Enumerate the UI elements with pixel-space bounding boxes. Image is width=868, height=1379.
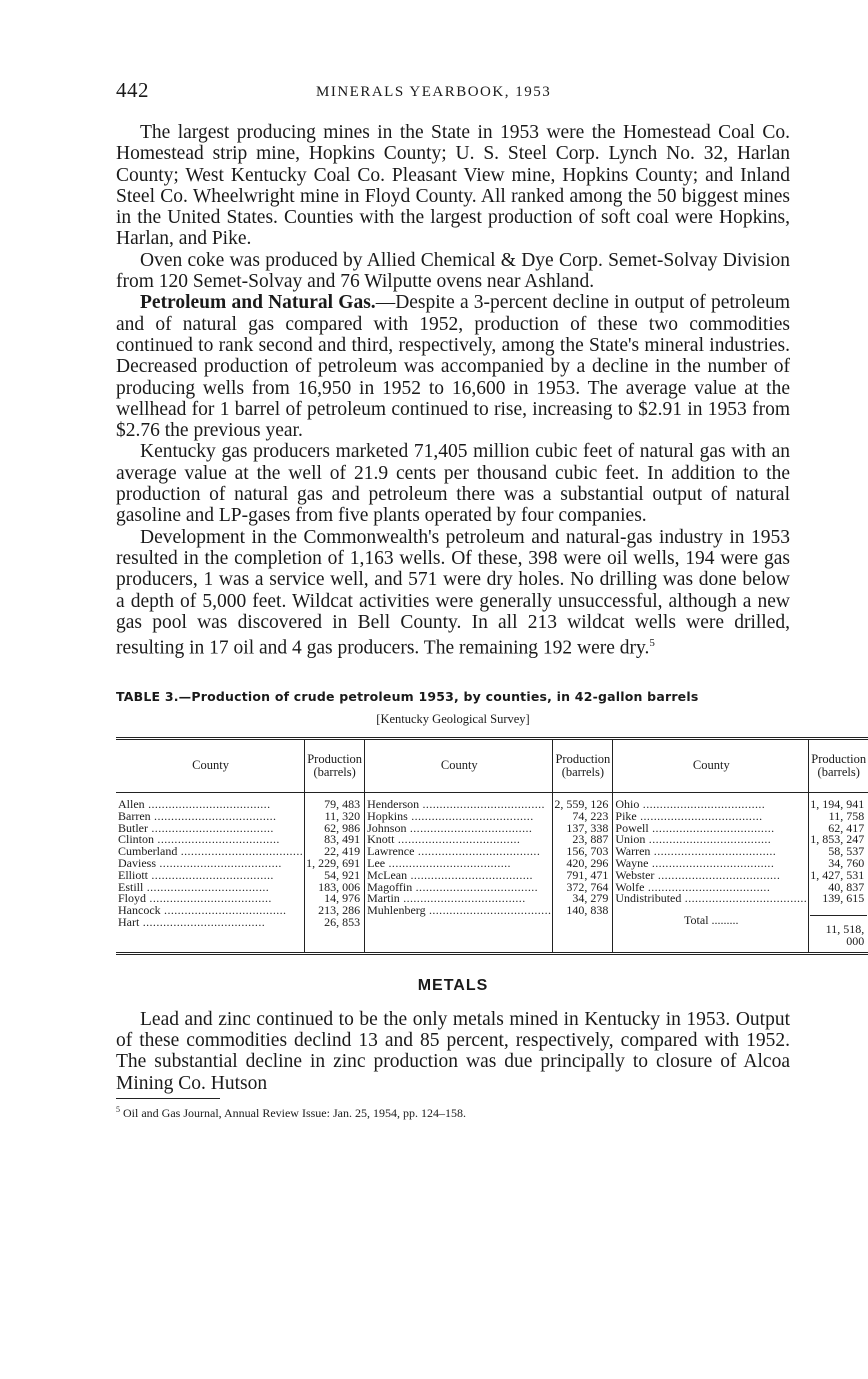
production-cell: 140, 838 [566, 903, 609, 918]
county-cell: Henderson ..... [367, 799, 551, 811]
production-cell: 74, 223 [572, 808, 609, 823]
table-caption: TABLE 3.—Production of crude petroleum 1953, by counties, in 42-gallon barrels [116, 688, 699, 704]
footnote-reference: 5 [649, 637, 655, 650]
running-title: MINERALS YEARBOOK, 1953 [316, 84, 552, 100]
county-cell: Hart ..... [118, 917, 303, 929]
production-cell: 83, 491 [324, 832, 361, 847]
county-cell: Daviess ..... [118, 858, 303, 870]
footnote-marker: 5 [116, 1104, 120, 1114]
production-cell: 213, 286 [318, 903, 361, 918]
county-cell: Lee ..... [367, 858, 551, 870]
total-value: 11, 518, 000 [810, 915, 867, 948]
footnote-text: Oil and Gas Journal, Annual Review Issue: Jan. 25, 1954, pp. 124–158. [123, 1105, 466, 1120]
production-cell: 34, 279 [572, 891, 609, 906]
table-source: [Kentucky Geological Survey] [376, 711, 530, 726]
metals-heading: METALS [417, 976, 489, 994]
county-cell: Webster ..... [615, 870, 807, 882]
production-cell: 1, 194, 941 [810, 796, 865, 811]
page [116, 78, 867, 1121]
page-header [116, 78, 790, 108]
county-cell: Lawrence ..... [367, 846, 551, 858]
county-cell: Elliott ..... [118, 870, 303, 882]
county-cell: Union ..... [615, 834, 807, 846]
production-cell: 11, 320 [324, 808, 361, 823]
county-cell: Martin ..... [367, 893, 551, 905]
production-list-2 [553, 792, 613, 953]
county-cell: Barren ..... [118, 811, 303, 823]
production-cell: 62, 417 [828, 820, 865, 835]
production-cell: 26, 853 [324, 914, 361, 929]
paragraph-coal-mines: The largest producing mines in the State in 1953 were the Homestead Coal Co. Homestead strip mine, Hopkins County; U. S. Steel Corp. Lynch No. 32, Harlan County; West Kentucky Coal Co. Pleasant View mine, Hopkins County; and Inland Steel Co. Wheelwright mine in Floyd County. All ranked among the 50 biggest mines in the United States. Counties with the largest production of soft coal were Hopkins, Harlan, and Pike. [116, 122, 790, 250]
header-county-1: County [116, 738, 305, 792]
production-cell: 14, 976 [324, 891, 361, 906]
production-cell: 34, 760 [828, 855, 865, 870]
county-cell: Undistributed ..... [615, 893, 807, 905]
production-cell: 62, 986 [324, 820, 361, 835]
county-cell: Powell ..... [615, 823, 807, 835]
paragraph-petroleum: Petroleum and Natural Gas.—Despite a 3-percent decline in output of petroleum and of natural gas compared with 1952, production of these two commodities continued to rank second and third, respectively, among the State's mineral industries. Decreased production of petroleum was accompanied by a decline in the number of producing wells from 16,950 in 1952 to 16,600 in 1953. The average value at the wellhead for 1 barrel of petroleum continued to rise, increasing to $2.91 in 1953 from $2.76 the previous year. [116, 292, 791, 442]
production-cell: 1, 427, 531 [810, 867, 865, 882]
header-production-1: Production (barrels) [305, 738, 365, 792]
section-lead-petroleum: Petroleum and Natural Gas. [140, 292, 376, 314]
county-cell: Muhlenberg ..... [367, 905, 551, 917]
production-cell: 791, 471 [566, 867, 609, 882]
county-cell: Hopkins ..... [367, 811, 551, 823]
header-county-3: County [613, 738, 809, 792]
table-header-row [116, 738, 868, 792]
footnote [116, 1105, 790, 1121]
production-cell: 420, 296 [566, 855, 609, 870]
total-label: Total ..... [615, 915, 807, 927]
production-cell: 183, 006 [318, 879, 361, 894]
county-cell: Warren ..... [615, 846, 807, 858]
paragraph-oven-coke: Oven coke was produced by Allied Chemical & Dye Corp. Semet-Solvay Division from 120 Semet-Solvay and 76 Wilputte ovens near Ashland. [116, 249, 790, 293]
paragraph-metals: Lead and zinc continued to be the only metals mined in Kentucky in 1953. Output of these commodities declind 13 and 85 percent, respectively, compared with 1952. The substantial decline in zinc production was due principally to closure of Alcoa Mining Co. Hutson [116, 1008, 790, 1094]
production-cell: 22, 419 [324, 844, 361, 859]
county-cell: Ohio ..... [615, 799, 807, 811]
county-cell: Wolfe ..... [615, 882, 807, 894]
production-cell: 137, 338 [566, 820, 609, 835]
production-list-1 [305, 792, 365, 953]
production-cell: 139, 615 [822, 891, 865, 906]
county-cell: McLean ..... [367, 870, 551, 882]
table-body-row [116, 792, 868, 953]
county-cell: Clinton ..... [118, 834, 303, 846]
production-cell: 79, 483 [324, 796, 361, 811]
header-production-3: Production (barrels) [809, 738, 868, 792]
county-cell: Wayne ..... [615, 858, 807, 870]
page-number: 442 [116, 78, 149, 102]
county-cell: Knott ..... [367, 834, 551, 846]
county-cell: Hancock ..... [118, 905, 303, 917]
production-list-3 [809, 792, 868, 953]
county-cell: Estill ..... [118, 882, 303, 894]
production-cell: 40, 837 [828, 879, 865, 894]
county-list-1 [116, 792, 305, 953]
production-cell: 54, 921 [324, 867, 361, 882]
production-cell: 372, 764 [566, 879, 609, 894]
county-cell: Allen ..... [118, 799, 303, 811]
county-cell: Butler ..... [118, 823, 303, 835]
production-cell: 1, 229, 691 [306, 855, 361, 870]
production-cell: 156, 703 [566, 844, 609, 859]
county-cell: Cumberland ..... [118, 846, 303, 858]
production-cell: 58, 537 [828, 844, 865, 859]
header-county-2: County [365, 738, 553, 792]
county-cell: Floyd ..... [118, 893, 303, 905]
header-production-2: Production (barrels) [553, 738, 613, 792]
production-cell: 1, 853, 247 [810, 832, 865, 847]
production-cell: 11, 758 [828, 808, 865, 823]
footnote-divider [116, 1098, 220, 1099]
county-list-3 [613, 792, 809, 953]
paragraph-development: Development in the Commonwealth's petroleum and natural-gas industry in 1953 resulted in the completion of 1,163 wells. Of these, 398 were oil wells, 194 were gas producers, 1 was a service well, and 571 were dry holes. No drilling was done below a depth of 5,000 feet. Wildcat activities were generally unsuccessful, although a new gas pool was discovered in Bell County. In all 213 wildcat wells were drilled, resulting in 17 oil and 4 gas producers. The remaining 192 were dry.$^5$ [116, 526, 790, 659]
county-list-2 [365, 792, 553, 953]
production-cell: 23, 887 [572, 832, 609, 847]
production-table [116, 737, 868, 955]
county-cell: Johnson ..... [367, 823, 551, 835]
production-cell: 2, 559, 126 [554, 796, 609, 811]
county-cell: Pike ..... [615, 811, 807, 823]
paragraph-natural-gas: Kentucky gas producers marketed 71,405 million cubic feet of natural gas with an average value at the well of 21.9 cents per thousand cubic feet. In addition to the production of natural gas and petroleum there was a substantial output of natural gasoline and LP-gases from five plants operated by four companies. [116, 441, 790, 527]
county-cell: Magoffin ..... [367, 882, 551, 894]
